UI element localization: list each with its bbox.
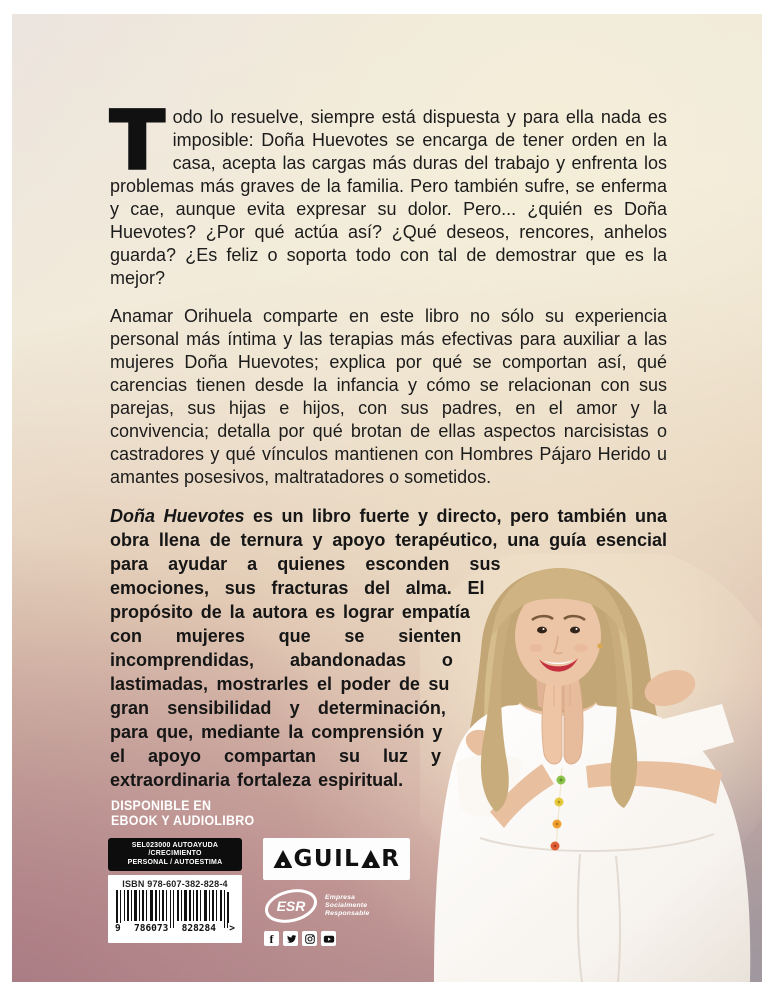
paragraph-1-text: odo lo resuelve, siempre está dispuesta y para ella nada es imposible: Doña Huevotes se encarga de tener orden en la casa, acepta las cargas más duras del trabajo y enfrenta los problemas más graves de la familia. Pero también sufre, se enferma y cae, aunque evita expresar su dolor. Pero... ¿quién es Doña Huevotes? ¿Por qué actúa así? ¿Qué deseos, rencores, anhelos guarda? ¿Es feliz o soporta todo con tal de demostrar que es la mejor? bbox=[110, 107, 667, 288]
isbn-label: ISBN 978-607-382-828-4 bbox=[122, 879, 228, 889]
publisher-logo-text: G U I L R bbox=[272, 849, 400, 869]
isbn-barcode-box bbox=[108, 875, 242, 943]
barcode-digit-lead: 9 bbox=[115, 923, 121, 934]
paragraph-3-text: es un libro fuerte y directo, pero también una obra llena de ternura y apoyo terapéutico, una guía esencial para ayudar a quienes esconden sus emociones, sus fracturas del alma. El propósito de la autora es lograr empatía con mujeres que se sienten incomprendidas, abandonadas o lastimadas, mostrarles el poder de su gran sensibilidad y determinación, para que, mediante la comprensión y el apoyo compartan su luz y extraordinaria fortaleza espiritual. bbox=[110, 506, 668, 790]
twitter-icon bbox=[283, 931, 298, 946]
drop-cap: T bbox=[110, 94, 163, 187]
esr-caption-line-1: Empresa bbox=[325, 894, 356, 901]
social-icons-row bbox=[264, 931, 336, 946]
category-code-box bbox=[108, 838, 242, 871]
availability-note bbox=[111, 798, 254, 828]
book-title-inline: Doña Huevotes bbox=[110, 506, 245, 526]
youtube-icon bbox=[321, 931, 336, 946]
esr-badge-icon bbox=[263, 884, 319, 928]
synopsis-paragraph-3 bbox=[110, 504, 667, 792]
category-line-2: PERSONAL / AUTOESTIMA bbox=[127, 858, 223, 866]
facebook-icon: f bbox=[264, 931, 279, 946]
availability-line-2: EBOOK Y AUDIOLIBRO bbox=[111, 813, 255, 828]
esr-caption bbox=[325, 894, 370, 918]
esr-caption-line-3: Responsable bbox=[325, 910, 370, 917]
barcode-digit-group-2: 828284 bbox=[181, 923, 216, 934]
publisher-logo-box bbox=[263, 838, 410, 880]
availability-line-1: DISPONIBLE EN bbox=[111, 798, 212, 813]
instagram-icon bbox=[302, 931, 317, 946]
esr-logo bbox=[263, 884, 370, 928]
synopsis-paragraph-1 bbox=[110, 94, 667, 290]
category-line-1: SEL023000 AUTOAYUDA /CRECIMIENTO bbox=[131, 841, 219, 858]
cover-background bbox=[12, 14, 762, 982]
barcode-digit-group-1: 786073 bbox=[134, 923, 169, 934]
paragraph-2-text: Anamar Orihuela comparte en este libro no sólo su experiencia personal más íntima y las terapias más efectivas para auxiliar a las mujeres Doña Huevotes; explica por qué se comportan así, qué carencias tienen desde la infancia y cómo se relacionan con sus parejas, sus hijas e hijos, con sus padres, en el amor y la convivencia; detalla por qué brotan de ellas aspectos narcisistas o castradores y qué vínculos mantienen con Hombres Pájaro Herido u amantes posesivos, maltratadores o sometidos. bbox=[110, 306, 667, 487]
synopsis-paragraph-2 bbox=[110, 305, 667, 489]
esr-caption-line-2: Socialmente bbox=[325, 902, 368, 909]
synopsis-text-block bbox=[110, 94, 668, 807]
svg-text:ESR: ESR bbox=[276, 898, 306, 914]
barcode-trailing-mark: > bbox=[229, 923, 235, 934]
barcode-digits bbox=[114, 923, 236, 934]
